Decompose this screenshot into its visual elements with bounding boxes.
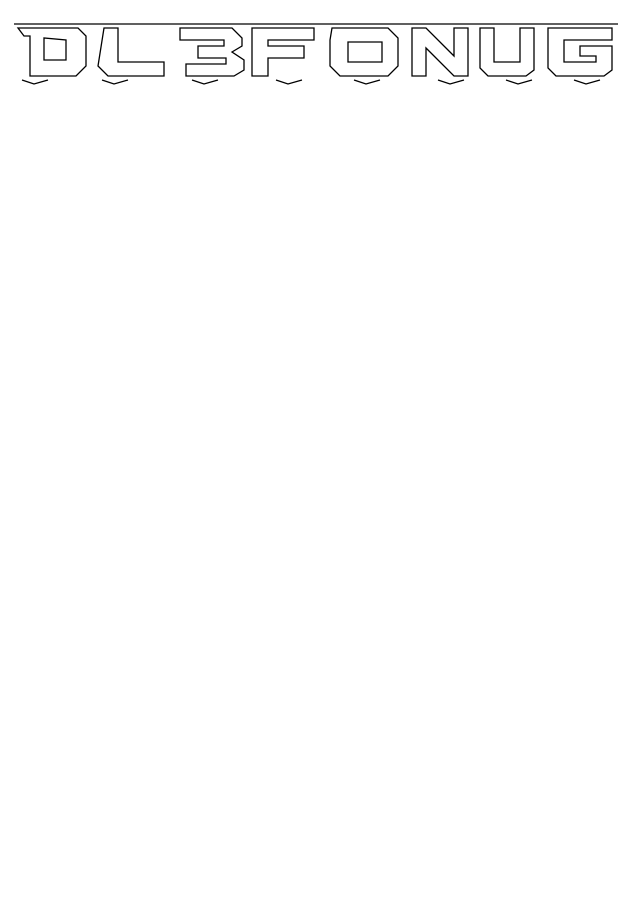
ascii-art-logo-icon — [14, 14, 618, 86]
